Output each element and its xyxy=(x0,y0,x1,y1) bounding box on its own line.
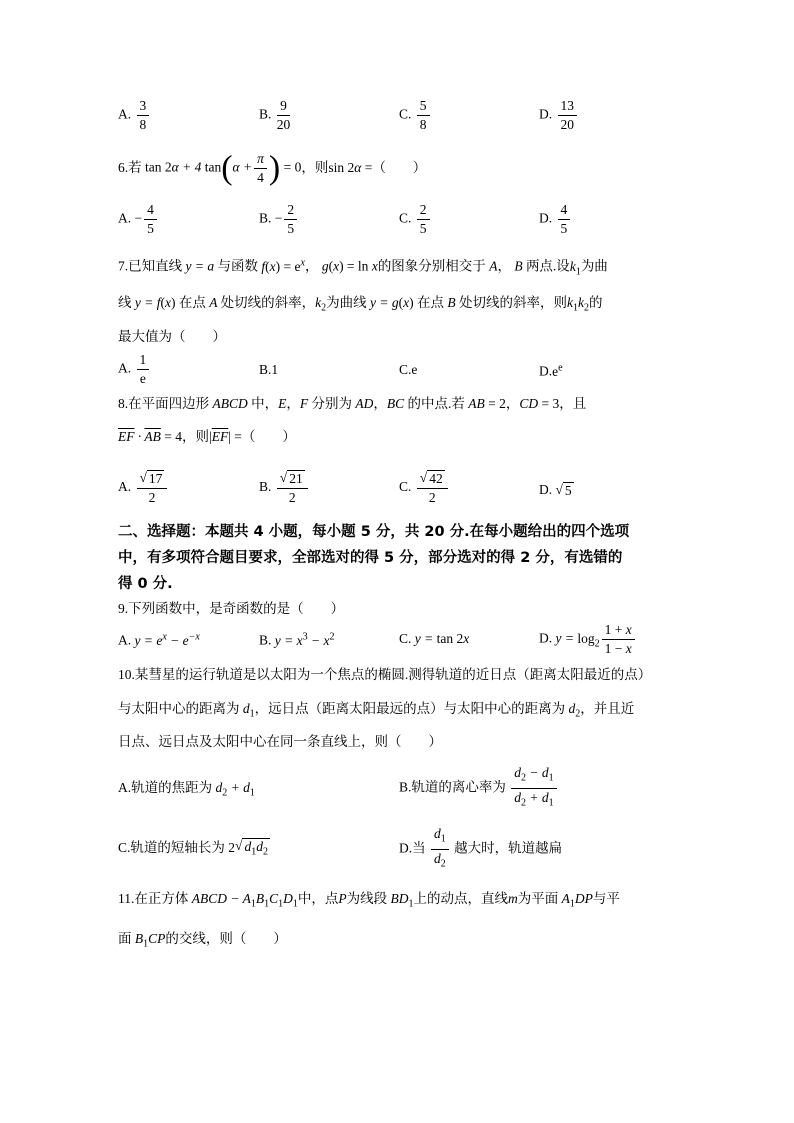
q10-line-1: 10.某彗星的运行轨道是以太阳为一个焦点的椭圆.测得轨道的近日点（距离太阳最近的点） xyxy=(118,667,652,682)
q7-line-1: 7.已知直线 y = a 与函数 $f(x) = e^x$， g(x) = ln x的图象分别相交于 A， B 两点.设$k_1$为曲 xyxy=(118,257,608,278)
q6-option-d xyxy=(539,202,572,237)
fraction: $\frac{d_2 - d_1}{d_2 + d_1}$ xyxy=(511,765,556,811)
section-2-heading-line-3: 得 0 分. xyxy=(118,576,173,592)
q7-option-b xyxy=(259,362,278,378)
text: ，且 xyxy=(559,396,587,411)
q7-option-c xyxy=(399,362,417,378)
text: ，远日点（距离太阳最远的点）与太阳中心的距离为 xyxy=(254,701,566,716)
q5-option-d xyxy=(539,98,579,133)
text: 分别为 xyxy=(311,396,352,411)
option-label: A. xyxy=(118,360,132,376)
fraction xyxy=(277,98,291,133)
text: ，则 xyxy=(182,429,210,444)
fraction: √ 21 2 xyxy=(277,470,308,506)
text: 11.在正方体 xyxy=(118,891,189,906)
section-2-heading-line-1: 二、选择题：本题共 4 小题，每小题 5 分，共 20 分.在每小题给出的四个选项 xyxy=(118,524,630,540)
option-label: A. xyxy=(118,479,132,495)
numerator: 2 xyxy=(284,202,297,220)
q9-option-a: A. $y = e^x - e^{-x}$ xyxy=(118,631,200,648)
q6-prefix: 6.若 xyxy=(118,160,142,175)
q9-option-b: B. $y = x^3 - x^2$ xyxy=(259,631,335,648)
text: （ ） xyxy=(241,429,296,444)
q8-option-d: D. √ 5 xyxy=(539,482,572,499)
radicand: 17 xyxy=(148,471,163,486)
q6-stem xyxy=(118,148,426,188)
fraction xyxy=(137,98,150,133)
text: 与太阳中心的距离为 xyxy=(118,701,240,716)
radicand: 42 xyxy=(429,471,443,486)
text: 与函数 xyxy=(217,258,258,274)
text: ， xyxy=(373,396,387,411)
denominator: 5 xyxy=(147,221,154,236)
denominator: 2 xyxy=(148,490,156,505)
sign: − xyxy=(134,210,143,226)
text: 在点 xyxy=(178,295,206,310)
denominator: 2 xyxy=(288,490,296,505)
text: 的 xyxy=(588,295,603,310)
option-label: D. xyxy=(539,363,553,379)
text: 中， xyxy=(251,396,279,411)
fraction: √ 17 2 xyxy=(137,470,168,506)
option-label: A. xyxy=(118,106,132,122)
option-label: B. xyxy=(259,362,272,377)
text: 的交线，则（ ） xyxy=(165,931,287,946)
denominator: 2 xyxy=(428,490,436,505)
fraction xyxy=(558,98,578,133)
q9-option-c: C. y = tan 2x xyxy=(399,631,470,646)
denominator: 8 xyxy=(139,117,147,132)
fraction: $\frac{1 + x}{1 - x}$ xyxy=(602,622,635,657)
q6-option-c xyxy=(399,202,432,237)
text: 与平 xyxy=(592,891,620,906)
text: 为平面 xyxy=(517,891,559,906)
q5-option-c xyxy=(399,98,432,133)
option-label: B. xyxy=(259,210,272,226)
fraction xyxy=(417,202,430,237)
q10-line-2: 与太阳中心的距离为 $d_1$，远日点（距离太阳最远的点）与太阳中心的距离为 $d_2$，并且近 xyxy=(118,701,635,720)
q6-suffix: （ ） xyxy=(372,160,427,175)
text: 面 xyxy=(118,931,132,946)
option-text: A.轨道的焦距为 xyxy=(118,780,213,795)
numerator: 4 xyxy=(558,202,571,220)
q10-option-a: A.轨道的焦距为 $d_2 + d_1$ xyxy=(118,780,255,799)
q10-option-c: C.轨道的短轴长为 2√ $d_1d_2$ xyxy=(118,836,270,860)
q7-option-d: $D.e^e$ xyxy=(539,362,563,379)
fraction xyxy=(144,202,157,237)
option-label: D. xyxy=(539,482,553,497)
denominator: 8 xyxy=(419,117,427,132)
fraction xyxy=(284,202,297,237)
fraction: √ 42 2 xyxy=(417,470,448,506)
text: 处切线的斜率， xyxy=(220,295,316,310)
text: ，并且近 xyxy=(580,701,635,716)
q5-option-b xyxy=(259,98,292,133)
denominator: 5 xyxy=(287,221,295,236)
text: 线 xyxy=(118,295,132,310)
text: 8.在平面四边形 xyxy=(118,396,210,411)
option-text-suffix: 越大时，轨道越扁 xyxy=(454,840,563,856)
q6-mid: ，则 xyxy=(301,160,329,175)
q7-option-a xyxy=(118,352,151,387)
q6-formula: tan 2α + 4 tan(α + $\frac{\pi}{4}$ ) = 0 xyxy=(145,149,302,186)
option-label: C. xyxy=(399,479,412,495)
option-label: C. xyxy=(399,362,412,377)
option-label: B. xyxy=(259,479,272,495)
option-text: e xyxy=(411,362,418,377)
q10-line-3: 日点、远日点及太阳中心在同一条直线上，则（ ） xyxy=(118,734,442,749)
option-label: A. xyxy=(118,632,132,648)
text: 为曲 xyxy=(580,258,608,274)
q9-option-d: D. $y = \log_2$ $\frac{1 + x}{1 - x}$ xyxy=(539,622,637,657)
q11-line-1: 11.在正方体 ABCD − $A_1B_1C_1D_1$中，点P为线段 $BD_1$上的动点，直线m为平面 $A_1DP$与平 xyxy=(118,891,620,910)
numerator: 4 xyxy=(144,202,157,220)
option-label: D. xyxy=(539,630,553,646)
option-text: C.轨道的短轴长为 xyxy=(118,840,225,855)
fraction: $\frac{d_1}{d_2}$ xyxy=(431,826,449,872)
denominator: 20 xyxy=(276,117,291,132)
numerator: 2 xyxy=(417,202,430,220)
option-label: B. xyxy=(259,632,272,648)
sign: − xyxy=(274,210,283,226)
text: 两点.设 xyxy=(525,258,570,274)
q8-option-a xyxy=(118,470,169,506)
text: 为线段 xyxy=(346,891,388,906)
radicand: 5 xyxy=(564,483,572,499)
denominator: 5 xyxy=(560,221,568,236)
text: ， xyxy=(505,396,520,411)
denominator: 5 xyxy=(419,221,427,236)
option-label: B. xyxy=(259,106,272,122)
text: 的中点.若 xyxy=(407,396,465,411)
q5-option-a xyxy=(118,98,151,133)
option-text: 1 xyxy=(271,362,279,377)
q8-line-1: 8.在平面四边形 ABCD 中，E，F 分别为 AD，BC 的中点.若 AB = 2，CD = 3，且 xyxy=(118,396,587,411)
text: ， xyxy=(497,258,511,274)
text: 上的动点，直线 xyxy=(413,891,508,906)
q6-option-b xyxy=(259,202,299,237)
numerator: 9 xyxy=(277,98,290,116)
q6-target: sin 2α = xyxy=(328,160,373,175)
radicand: 21 xyxy=(289,471,303,486)
text: 为曲线 xyxy=(326,295,367,310)
option-label: D. xyxy=(539,210,553,226)
option-text: D.当 xyxy=(399,840,426,856)
q8-option-c xyxy=(399,470,450,506)
text: 处切线的斜率，则 xyxy=(458,295,567,310)
numerator: 13 xyxy=(558,98,578,116)
text: 的图象分别相交于 xyxy=(377,258,486,274)
text: ， xyxy=(304,258,319,274)
fraction xyxy=(417,98,430,133)
text: 中，点 xyxy=(297,891,339,906)
text: 在点 xyxy=(416,295,444,310)
section-2-heading-line-2: 中，有多项符合题目要求，全部选对的得 5 分，部分选对的得 2 分，有选错的 xyxy=(118,550,623,566)
text: ， xyxy=(286,396,300,411)
q11-line-2: 面 $B_1CP$的交线，则（ ） xyxy=(118,931,287,950)
q10-option-d xyxy=(399,826,562,872)
option-label: C. xyxy=(399,210,412,226)
q10-option-b xyxy=(399,765,559,811)
numerator: 3 xyxy=(137,98,150,116)
fraction: $\frac{1}{e}$ xyxy=(137,352,150,387)
option-label: D. xyxy=(539,106,553,122)
q8-line-2: $\overline{EF} \cdot \overline{AB} = 4$，则$|\overline{EF}|$ =（ ） xyxy=(118,429,296,444)
option-label: A. xyxy=(118,210,132,226)
option-text: B.轨道的离心率为 xyxy=(399,779,506,795)
q7-line-2: 线 y = f(x) 在点 A 处切线的斜率，$k_2$为曲线 y = g(x) 在点 B 处切线的斜率，则$k_1k_2$的 xyxy=(118,295,603,314)
option-label: C. xyxy=(399,631,412,646)
text: 7.已知直线 xyxy=(118,258,183,274)
q9-stem: 9.下列函数中，是奇函数的是（ ） xyxy=(118,601,345,616)
q6-option-a xyxy=(118,202,159,237)
q8-option-b xyxy=(259,470,310,506)
numerator: 5 xyxy=(417,98,430,116)
denominator: 20 xyxy=(560,117,574,132)
fraction xyxy=(558,202,571,237)
option-label: C. xyxy=(399,106,412,122)
q7-line-3: 最大值为（ ） xyxy=(118,329,226,344)
